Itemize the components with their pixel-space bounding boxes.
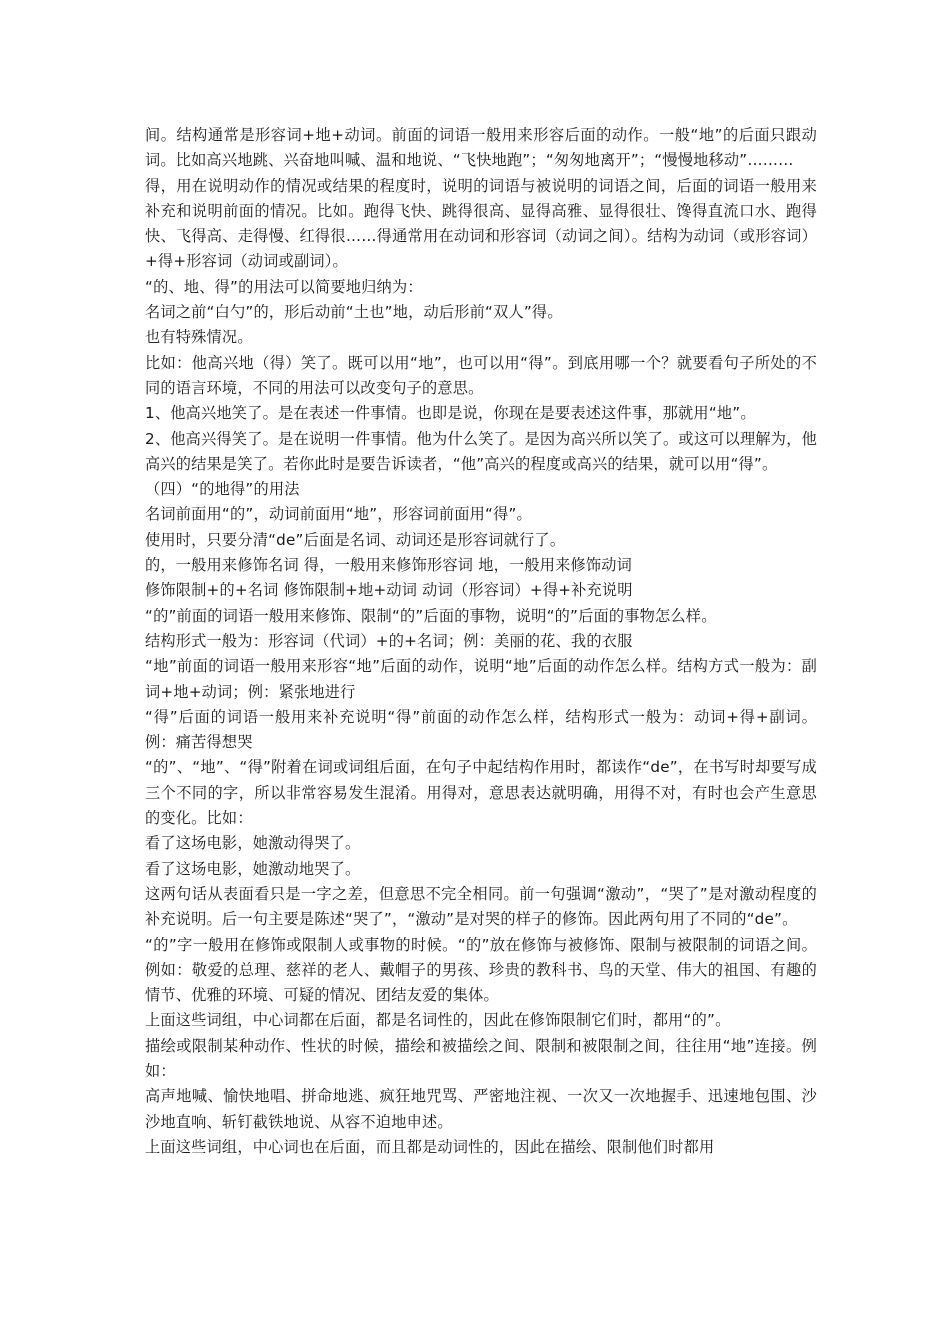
- paragraph: “地”前面的词语一般用来形容“地”后面的动作，说明“地”后面的动作怎么样。结构方式一般为：副词+地+动词；例：紧张地进行: [145, 657, 817, 701]
- paragraph: 名词前面用“的”，动词前面用“地”，形容词前面用“得”。: [145, 505, 532, 524]
- example-sentence: 看了这场电影，她激动地哭了。: [145, 859, 361, 878]
- paragraph: 使用时，只要分清“de”后面是名词、动词还是形容词就行了。: [145, 530, 566, 549]
- paragraph: 结构形式一般为：形容词（代词）+的+名词；例：美丽的花、我的衣服: [145, 631, 633, 650]
- paragraph: 上面这些词组，中心词也在后面，而且都是动词性的，因此在描绘、限制他们时都用: [145, 1137, 715, 1156]
- paragraph: “的”、“地”、“得”附着在词或词组后面，在句子中起结构作用时，都读作“de”，在书写时却要写成三个不同的字，所以非常容易发生混淆。用得对，意思表达就明确，用得不对，有时也会产生意思的变化。比如：: [145, 758, 817, 828]
- paragraph: 描绘或限制某种动作、性状的时候，描绘和被描绘之间、限制和被限制之间，往往用“地”连接。例如：: [145, 1036, 817, 1080]
- example-sentence: 看了这场电影，她激动得哭了。: [145, 834, 361, 853]
- paragraph: 2、他高兴得笑了。是在说明一件事情。他为什么笑了。是因为高兴所以笑了。或这可以理解为，他高兴的结果是笑了。若你此时是要告诉读者，“他”高兴的程度或高兴的结果，就可以用“得”。: [145, 429, 817, 473]
- paragraph: “得”后面的词语一般用来补充说明“得”前面的动作怎么样，结构形式一般为：动词+得+副词。 例：痛苦得想哭: [145, 707, 823, 752]
- paragraph: 也有特殊情况。: [145, 328, 253, 347]
- paragraph: 1、他高兴地笑了。是在表述一件事情。也即是说，你现在是要表述这件事，那就用“地”。: [145, 404, 756, 423]
- section-heading: （四）“的地得”的用法: [145, 480, 300, 499]
- paragraph: 高声地喊、愉快地唱、拼命地逃、疯狂地咒骂、严密地注视、一次又一次地握手、迅速地包围、沙沙地直响、斩钉截铁地说、从容不迫地申述。: [145, 1087, 817, 1131]
- paragraph: 修饰限制+的+名词 修饰限制+地+动词 动词（形容词）+得+补充说明: [145, 581, 633, 600]
- paragraph: “的”前面的词语一般用来修饰、限制“的”后面的事物，说明“的”后面的事物怎么样。: [145, 606, 717, 625]
- paragraph: 名词之前“白勺”的，形后动前“土也”地，动后形前“双人”得。: [145, 303, 563, 322]
- document-body: [145, 123, 823, 1160]
- paragraph: “的、地、得”的用法可以简要地归纳为：: [145, 277, 423, 296]
- paragraph: 上面这些词组，中心词都在后面，都是名词性的，因此在修饰限制它们时，都用“的”。: [145, 1011, 731, 1030]
- paragraph: 比如：他高兴地（得）笑了。既可以用“地”，也可以用“得”。到底用哪一个？就要看句子所处的不同的语言环境，不同的用法可以改变句子的意思。: [145, 353, 817, 397]
- paragraph: 间。结构通常是形容词+地+动词。前面的词语一般用来形容后面的动作。一般“地”的后面只跟动词。比如高兴地跳、兴奋地叫喊、温和地说、“飞快地跑”；“匆匆地离开”；“慢慢地移动”………: [145, 126, 817, 170]
- paragraph: “的”字一般用在修饰或限制人或事物的时候。“的”放在修饰与被修饰、限制与被限制的词语之间。例如：敬爱的总理、慈祥的老人、戴帽子的男孩、珍贵的教科书、鸟的天堂、伟大的祖国、有趣的情节、优雅的环境、可疑的情况、团结友爱的集体。: [145, 935, 817, 1005]
- paragraph: 这两句话从表面看只是一字之差，但意思不完全相同。前一句强调“激动”，“哭了”是对激动程度的补充说明。后一句主要是陈述“哭了”，“激动”是对哭的样子的修饰。因此两句用了不同的“de”。: [145, 884, 817, 929]
- paragraph: 得，用在说明动作的情况或结果的程度时，说明的词语与被说明的词语之间，后面的词语一般用来补充和说明前面的情况。比如。跑得飞快、跳得很高、显得高雅、显得很壮、馋得直流口水、跑得快、飞得高、走得慢、红得很……得通常用在动词和形容词（动词之间）。结构为动词（或形容词）+得+形容词（动词或副词）。: [145, 176, 817, 271]
- paragraph: 的，一般用来修饰名词 得，一般用来修饰形容词 地，一般用来修饰动词: [145, 556, 633, 575]
